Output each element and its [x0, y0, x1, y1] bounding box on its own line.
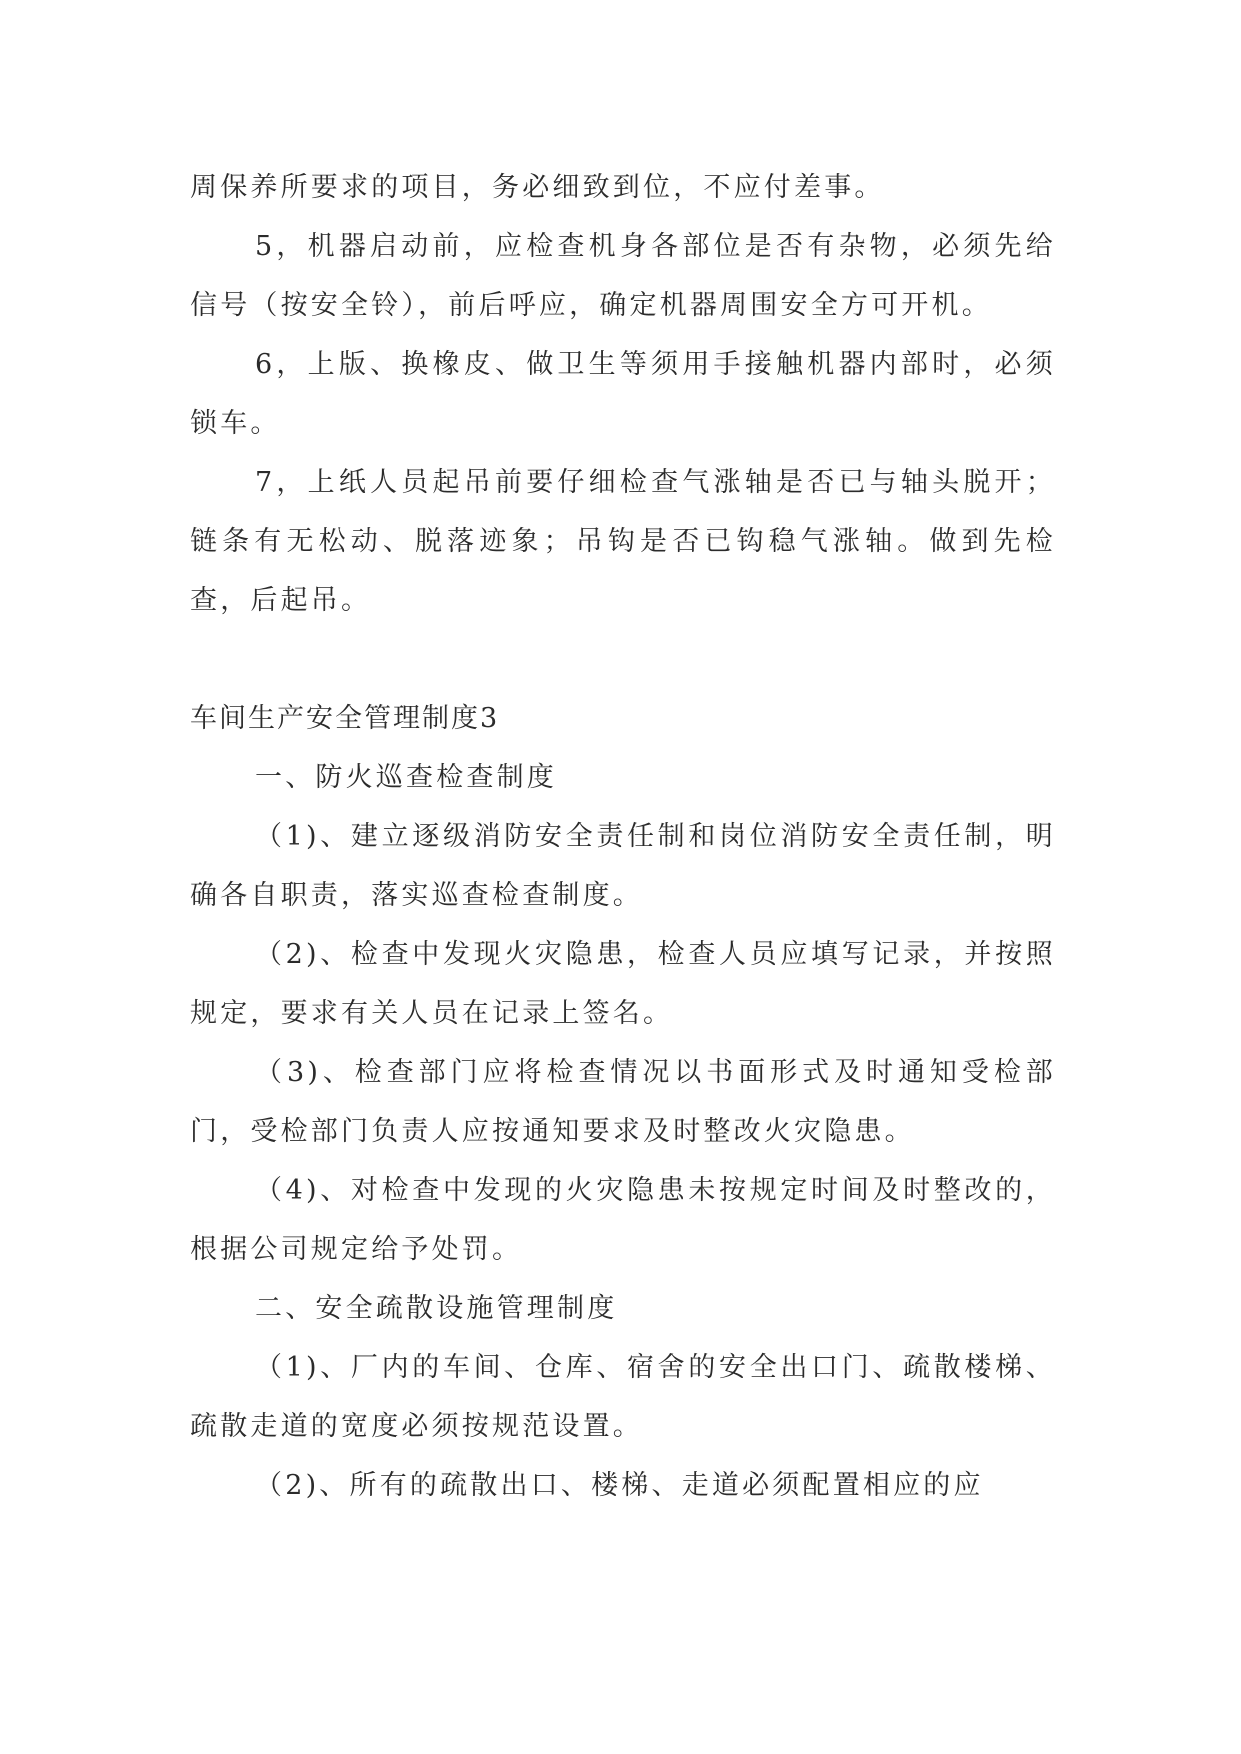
paragraph-evacuation-2: （2)、所有的疏散出口、楼梯、走道必须配置相应的应 [255, 1470, 984, 1501]
document-body [190, 158, 1056, 1515]
paragraph-evacuation-1: （1)、厂内的车间、仓库、宿舍的安全出口门、疏散楼梯、疏散走道的宽度必须按规范设置。 [190, 1352, 1056, 1442]
paragraph-fire-patrol-3: （3)、检查部门应将检查情况以书面形式及时通知受检部门，受检部门负责人应按通知要求及时整改火灾隐患。 [190, 1057, 1056, 1147]
section-title: 车间生产安全管理制度3 [190, 703, 500, 734]
paragraph-item-6: 6，上版、换橡皮、做卫生等须用手接触机器内部时，必须锁车。 [190, 349, 1056, 439]
paragraph-item-5: 5，机器启动前，应检查机身各部位是否有杂物，必须先给信号（按安全铃），前后呼应，确定机器周围安全方可开机。 [190, 231, 1056, 321]
paragraph-fire-patrol-2: （2)、检查中发现火灾隐患，检查人员应填写记录，并按照规定，要求有关人员在记录上签名。 [190, 939, 1056, 1029]
paragraph-fire-patrol-1: （1)、建立逐级消防安全责任制和岗位消防安全责任制，明确各自职责，落实巡查检查制度。 [190, 821, 1056, 911]
paragraph-item-7: 7，上纸人员起吊前要仔细检查气涨轴是否已与轴头脱开；链条有无松动、脱落迹象；吊钩是否已钩稳气涨轴。做到先检查，后起吊。 [190, 467, 1056, 616]
subheading-fire-patrol: 一、防火巡查检查制度 [255, 762, 557, 793]
paragraph-weekly-maintenance: 周保养所要求的项目，务必细致到位，不应付差事。 [190, 172, 885, 203]
paragraph-fire-patrol-4: （4)、对检查中发现的火灾隐患未按规定时间及时整改的，根据公司规定给予处罚。 [190, 1175, 1056, 1265]
subheading-evacuation: 二、安全疏散设施管理制度 [255, 1293, 618, 1324]
